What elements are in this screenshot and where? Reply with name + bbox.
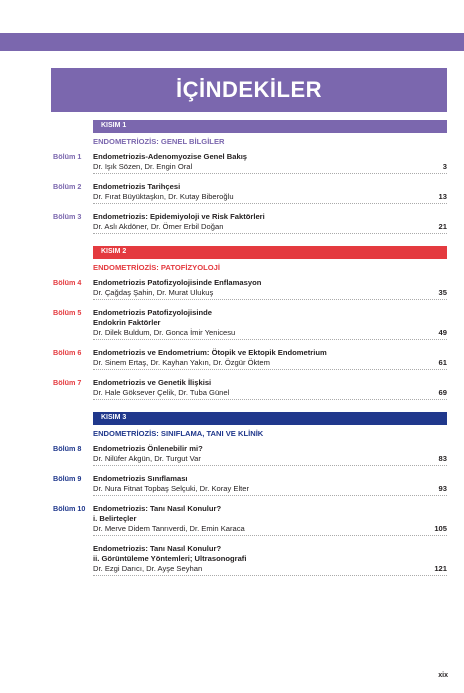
chapter-number: Bölüm 4 [53,278,82,287]
toc-entry[interactable] [53,474,447,494]
chapter-title: Endometriozis: Tanı Nasıl Konulur? [93,504,222,513]
chapter-title: Endometriozis ve Genetik İlişkisi [93,378,212,387]
chapter-page: 13 [438,192,447,201]
authors-row [93,328,447,338]
toc-entry[interactable] [53,182,447,202]
part-label: KISIM 2 [93,246,447,258]
toc-entry[interactable] [53,212,447,232]
chapter-title: Endometriozis Patofizyolojisinde [93,308,212,317]
authors-row [93,222,447,232]
table-of-contents [0,120,464,574]
part-heading: ENDOMETRİOZİS: SINIFLAMA, TANI VE KLİNİK [93,429,264,438]
toc-entry[interactable] [53,378,447,398]
chapter-page: 21 [438,222,447,231]
authors-row [93,162,447,172]
chapter-number: Bölüm 3 [53,212,82,221]
chapter-authors: Dr. Çağdaş Şahin, Dr. Murat Ulukuş [93,288,214,297]
dotted-leader [93,339,447,340]
authors-row [93,192,447,202]
chapter-authors: Dr. Fırat Büyüktaşkın, Dr. Kutay Biberoğlu [93,192,234,201]
dotted-leader [93,173,447,174]
chapter-authors: Dr. Aslı Akdöner, Dr. Ömer Erbil Doğan [93,222,224,231]
chapter-title: Endometriozis Tarihçesi [93,182,181,191]
authors-row [93,454,447,464]
chapter-page: 69 [438,388,447,397]
top-color-band [0,33,464,51]
dotted-leader [93,575,447,576]
chapter-title: Endometriozis: Tanı Nasıl Konulur? [93,544,222,553]
chapter-page: 105 [434,524,447,533]
chapter-authors: Dr. Sinem Ertaş, Dr. Kayhan Yakın, Dr. Özgür Öktem [93,358,270,367]
toc-entry[interactable] [53,504,447,534]
dotted-leader [93,233,447,234]
chapter-title: Endometriozis ve Endometrium: Ötopik ve Ektopik Endometrium [93,348,327,357]
chapter-authors: Dr. Hale Göksever Çelik, Dr. Tuba Günel [93,388,230,397]
authors-row [93,484,447,494]
page-title: İÇİNDEKİLER [51,68,447,112]
part-header [93,120,447,134]
chapter-title: Endometriozis Sınıflaması [93,474,188,483]
authors-row [93,388,447,398]
chapter-page: 3 [442,162,447,171]
chapter-page: 61 [438,358,447,367]
chapter-number: Bölüm 8 [53,444,82,453]
chapter-page: 83 [438,454,447,463]
chapter-page: 49 [438,328,447,337]
chapter-authors: Dr. Işık Sözen, Dr. Engin Oral [93,162,193,171]
chapter-page: 121 [434,564,447,573]
part-heading: ENDOMETRİOZİS: PATOFİZYOLOJİ [93,263,220,272]
part-heading: ENDOMETRİOZİS: GENEL BİLGİLER [93,137,225,146]
authors-row [93,288,447,298]
chapter-number: Bölüm 1 [53,152,82,161]
dotted-leader [93,535,447,536]
dotted-leader [93,369,447,370]
dotted-leader [93,465,447,466]
part-header [93,412,447,426]
authors-row [93,564,447,574]
chapter-number: Bölüm 9 [53,474,82,483]
toc-entry[interactable] [53,444,447,464]
dotted-leader [93,299,447,300]
toc-entry[interactable] [93,544,447,574]
toc-entry[interactable] [53,152,447,172]
chapter-title: Endometriozis Patofizyolojisinde Enflamasyon [93,278,262,287]
chapter-title: Endometriozis: Epidemiyoloji ve Risk Faktörleri [93,212,265,221]
chapter-title: Endometriozis-Adenomyozise Genel Bakış [93,152,248,161]
dotted-leader [93,495,447,496]
chapter-number: Bölüm 2 [53,182,82,191]
toc-entry[interactable] [53,348,447,368]
chapter-number: Bölüm 5 [53,308,82,317]
toc-entry[interactable] [53,308,447,338]
chapter-title: i. Belirteçler [93,514,137,523]
chapter-page: 93 [438,484,447,493]
authors-row [93,358,447,368]
page-number: xix [438,672,448,679]
chapter-title: Endokrin Faktörler [93,318,161,327]
chapter-authors: Dr. Ezgi Darıcı, Dr. Ayşe Seyhan [93,564,203,573]
dotted-leader [93,399,447,400]
chapter-number: Bölüm 7 [53,378,82,387]
chapter-title: ii. Görüntüleme Yöntemleri; Ultrasonografi [93,554,247,563]
part-label: KISIM 3 [93,412,447,424]
chapter-number: Bölüm 10 [53,504,86,513]
chapter-authors: Dr. Nilüfer Akgün, Dr. Turgut Var [93,454,201,463]
chapter-authors: Dr. Merve Didem Tanrıverdi, Dr. Emin Karaca [93,524,245,533]
chapter-page: 35 [438,288,447,297]
dotted-leader [93,203,447,204]
part-label: KISIM 1 [93,120,447,132]
authors-row [93,524,447,534]
toc-entry[interactable] [53,278,447,298]
chapter-title: Endometriozis Önlenebilir mi? [93,444,203,453]
chapter-number: Bölüm 6 [53,348,82,357]
part-header [93,246,447,260]
chapter-authors: Dr. Dilek Buldum, Dr. Gonca İmir Yenicesu [93,328,236,337]
chapter-authors: Dr. Nura Fitnat Topbaş Selçuki, Dr. Koray Elter [93,484,250,493]
